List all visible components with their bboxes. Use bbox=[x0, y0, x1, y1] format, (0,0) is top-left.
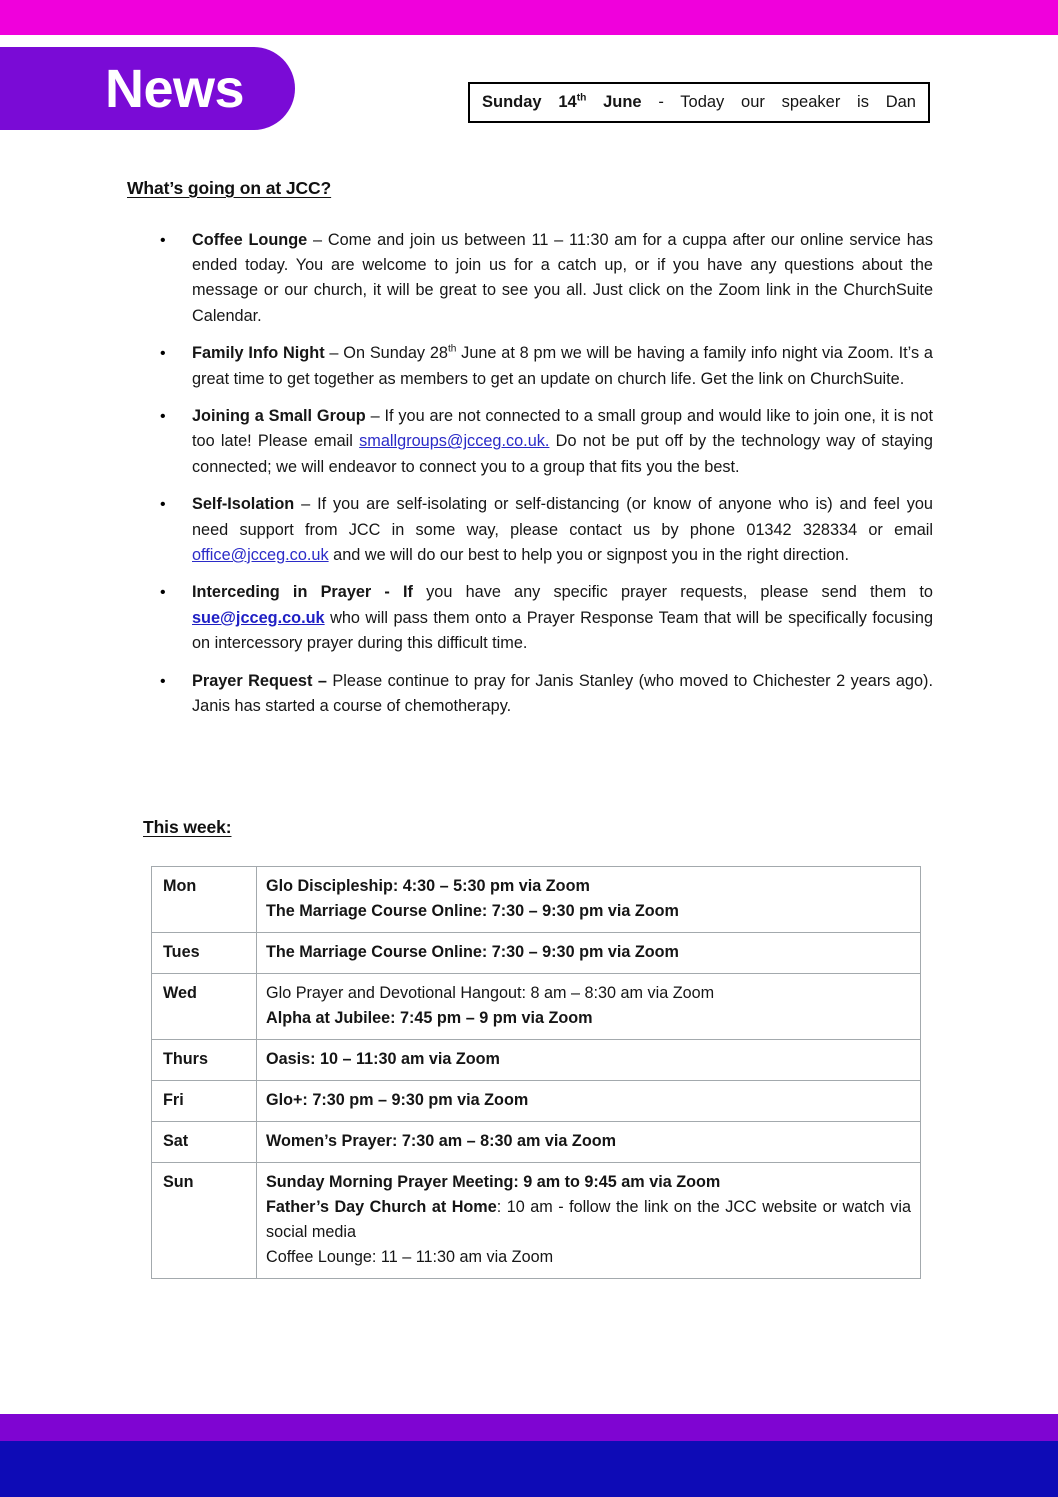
table-cell-events bbox=[257, 1081, 921, 1122]
announcements-list bbox=[158, 228, 933, 719]
table-cell-day: Sat bbox=[152, 1122, 257, 1163]
top-magenta-band bbox=[0, 0, 1058, 35]
table-row bbox=[152, 933, 921, 974]
table-cell-events bbox=[257, 933, 921, 974]
list-item bbox=[158, 404, 933, 480]
table-cell-events bbox=[257, 867, 921, 933]
list-item bbox=[158, 492, 933, 568]
date-banner-box bbox=[468, 82, 930, 123]
bullet-body-post: Do not be put off by the technology way of staying connected; we will endeavor to connect you to a group that fits you the best. bbox=[192, 432, 933, 476]
table-cell-day: Mon bbox=[152, 867, 257, 933]
bullet-body-post: and we will do our best to help you or signpost you in the right direction. bbox=[328, 545, 850, 564]
event-line: Alpha at Jubilee: 7:45 pm – 9 pm via Zoom bbox=[266, 1009, 593, 1027]
bullet-title: Prayer Request – bbox=[192, 671, 327, 690]
event-lead-rest: : 10 am - follow the link on the JCC website or watch via social media bbox=[266, 1198, 912, 1241]
event-lead-bold: Father’s Day Church at Home bbox=[266, 1198, 497, 1216]
table-cell-day: Wed bbox=[152, 974, 257, 1040]
bullet-body: – Come and join us between 11 – 11:30 am for a cuppa after our online service has ended today. You are welcome to join us for a catch up, or if you have any questions about the message or our church, it will be great to see you all. Just click on the Zoom link in the ChurchSuite Calendar. bbox=[192, 231, 933, 325]
bullet-body-pre: – If you are not connected to a small group and would like to join one, it is not too late! Please email bbox=[192, 407, 933, 451]
date-banner-ordinal: th bbox=[576, 92, 587, 104]
list-item bbox=[158, 228, 933, 329]
table-row bbox=[152, 867, 921, 933]
bullet-dot-icon: • bbox=[160, 584, 166, 602]
date-banner-month: June bbox=[586, 93, 642, 111]
bullet-title: Family Info Night bbox=[192, 344, 325, 363]
heading-whats-going-on: What’s going on at JCC? bbox=[127, 178, 332, 198]
bullet-dot-icon: • bbox=[160, 345, 166, 363]
table-cell-day: Tues bbox=[152, 933, 257, 974]
table-cell-day: Thurs bbox=[152, 1040, 257, 1081]
event-line: Women’s Prayer: 7:30 am – 8:30 am via Zoom bbox=[266, 1132, 616, 1150]
event-line: Coffee Lounge: 11 – 11:30 am via Zoom bbox=[266, 1248, 554, 1266]
table-cell-events bbox=[257, 1040, 921, 1081]
event-line: Sunday Morning Prayer Meeting: 9 am to 9:45 am via Zoom bbox=[266, 1173, 721, 1191]
bullet-body-post: June at 8 pm we will be having a family info night via Zoom. It’s a great time to get together as members to get an update on church life. Get the link on ChurchSuite. bbox=[192, 344, 933, 388]
bullet-dot-icon: • bbox=[160, 672, 166, 690]
bullet-dot-icon: • bbox=[160, 408, 166, 426]
bullet-title: Joining a Small Group bbox=[192, 407, 366, 426]
bullet-body-pre: you have any specific prayer requests, please send them to bbox=[412, 583, 933, 602]
list-item bbox=[158, 669, 933, 719]
table-row bbox=[152, 974, 921, 1040]
heading-this-week: This week: bbox=[143, 817, 232, 837]
table-cell-day: Fri bbox=[152, 1081, 257, 1122]
news-badge-title: News bbox=[105, 59, 245, 119]
event-line: Glo+: 7:30 pm – 9:30 pm via Zoom bbox=[266, 1091, 529, 1109]
table-cell-events bbox=[257, 1122, 921, 1163]
table-cell-day: Sun bbox=[152, 1163, 257, 1279]
event-line: Oasis: 10 – 11:30 am via Zoom bbox=[266, 1050, 500, 1068]
bullet-dot-icon: • bbox=[160, 232, 166, 249]
event-line: Glo Discipleship: 4:30 – 5:30 pm via Zoom bbox=[266, 877, 590, 895]
week-schedule-body bbox=[152, 867, 921, 1279]
email-link-sue[interactable]: sue@jcceg.co.uk bbox=[192, 608, 325, 627]
table-row bbox=[152, 1040, 921, 1081]
event-line bbox=[266, 1195, 911, 1245]
footer-blue-band bbox=[0, 1441, 1058, 1497]
bullet-body: Please continue to pray for Janis Stanley (who moved to Chichester 2 years ago). Janis has started a course of chemotherapy. bbox=[192, 671, 933, 715]
list-item bbox=[158, 341, 933, 391]
bullet-ordinal: th bbox=[447, 343, 457, 355]
bullet-title: Coffee Lounge bbox=[192, 231, 308, 249]
week-schedule-table bbox=[151, 866, 921, 1279]
bullet-body-pre: – On Sunday 28 bbox=[324, 344, 448, 363]
bullet-title: Self-Isolation bbox=[192, 495, 295, 514]
table-row bbox=[152, 1163, 921, 1279]
list-item bbox=[158, 580, 933, 656]
date-banner-bold-date bbox=[482, 93, 642, 111]
bullet-body-pre: – If you are self-isolating or self-distancing (or know of anyone who is) and feel you need support from JCC in some way, please contact us by phone 01342 328334 or email bbox=[192, 495, 933, 539]
footer-purple-band bbox=[0, 1414, 1058, 1441]
bullet-dot-icon: • bbox=[160, 496, 166, 514]
table-row bbox=[152, 1081, 921, 1122]
event-line: The Marriage Course Online: 7:30 – 9:30 pm via Zoom bbox=[266, 902, 679, 920]
table-cell-events bbox=[257, 974, 921, 1040]
bullet-title: Interceding in Prayer - If bbox=[192, 583, 413, 602]
bullet-body-post: who will pass them onto a Prayer Response Team that will be specifically focusing on intercessory prayer during this difficult time. bbox=[192, 608, 933, 652]
table-cell-events bbox=[257, 1163, 921, 1279]
date-banner-rest: - Today our speaker is Dan bbox=[641, 93, 916, 111]
date-banner-day: Sunday 14 bbox=[482, 93, 577, 111]
date-banner-text bbox=[482, 92, 916, 112]
event-line: Glo Prayer and Devotional Hangout: 8 am – 8:30 am via Zoom bbox=[266, 984, 715, 1002]
email-link-office[interactable]: office@jcceg.co.uk bbox=[192, 545, 329, 564]
event-line: The Marriage Course Online: 7:30 – 9:30 pm via Zoom bbox=[266, 943, 679, 961]
email-link-smallgroups[interactable]: smallgroups@jcceg.co.uk. bbox=[359, 432, 550, 451]
table-row bbox=[152, 1122, 921, 1163]
